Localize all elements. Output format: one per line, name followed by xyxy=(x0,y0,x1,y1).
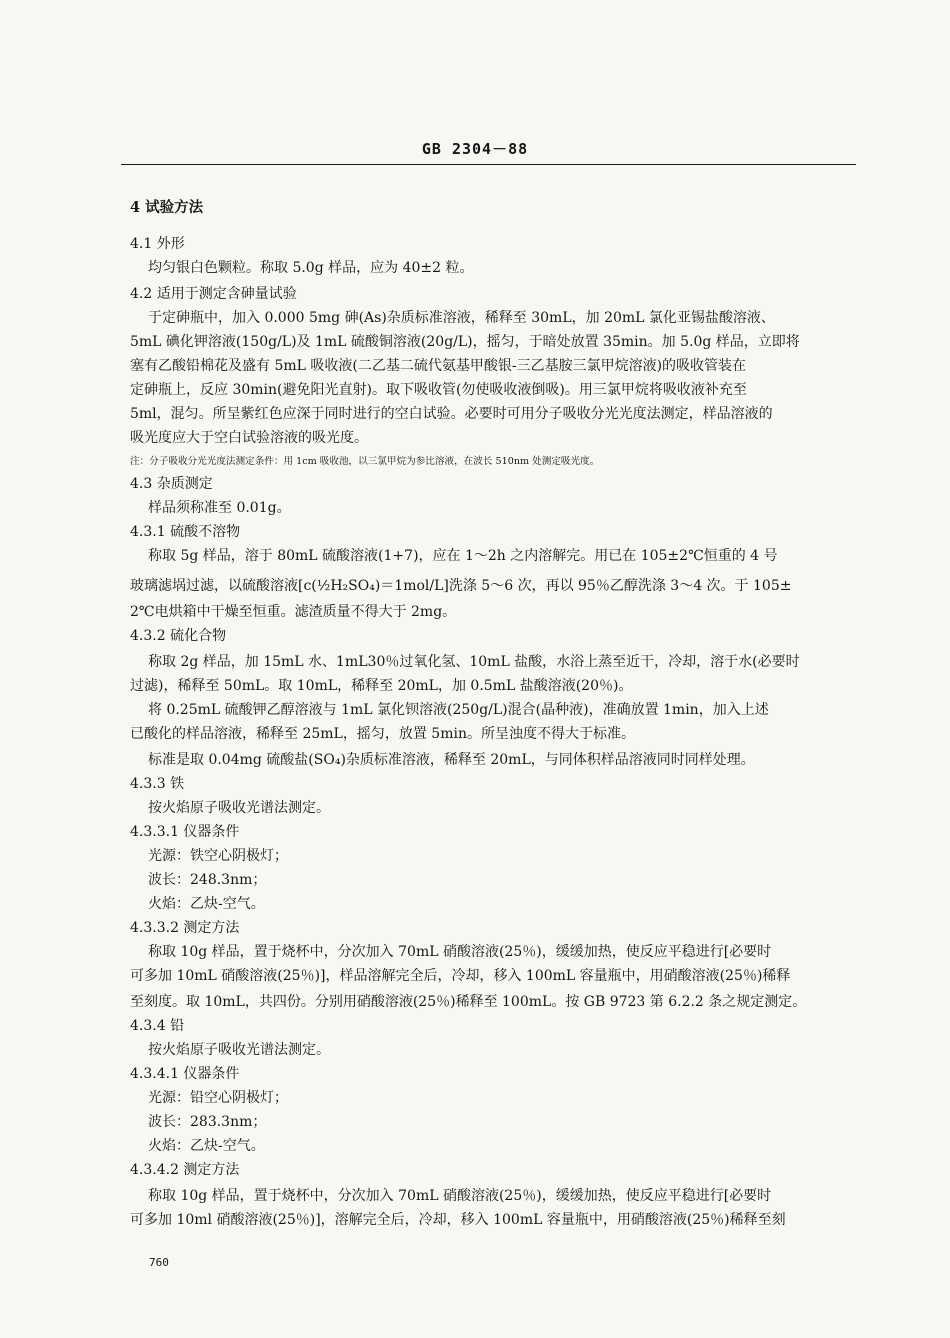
paragraph-line: 称取 10g 样品，置于烧杯中，分次加入 70mL 硝酸溶液(25％)，缓缓加热，使反应平稳进行[必要时 xyxy=(148,944,772,960)
paragraph-line: 至刻度。取 10mL，共四份。分别用硝酸溶液(25％)稀释至 100mL。按 GB 9723 第 6.2.2 条之规定测定。 xyxy=(130,994,807,1010)
paragraph-line: 波长：283.3nm； xyxy=(148,1114,267,1130)
paragraph-line: 光源：铁空心阴极灯； xyxy=(148,848,288,864)
paragraph-line: 于定砷瓶中，加入 0.000 5mg 砷(As)杂质标准溶液，稀释至 30mL，加 20mL 氯化亚锡盐酸溶液、 xyxy=(148,310,775,326)
section-heading: 4.1 外形 xyxy=(130,236,185,252)
paragraph-line: 标准是取 0.04mg 硫酸盐(SO₄)杂质标准溶液，稀释至 20mL，与同体积样品溶液同时同样处理。 xyxy=(148,752,755,768)
paragraph-line: 可多加 10mL 硝酸溶液(25％)]，样品溶解完全后，冷却，移入 100mL 容量瓶中，用硝酸溶液(25％)稀释 xyxy=(130,968,791,984)
paragraph-line: 按火焰原子吸收光谱法测定。 xyxy=(148,1042,330,1058)
paragraph-line: 5ml，混匀。所呈紫红色应深于同时进行的空白试验。必要时可用分子吸收分光光度法测定，样品溶液的 xyxy=(130,406,773,422)
paragraph-line: 吸光度应大于空白试验溶液的吸光度。 xyxy=(130,430,368,446)
section-heading: 4.3.4.1 仪器条件 xyxy=(130,1066,240,1082)
section-heading: 4 试验方法 xyxy=(130,199,204,216)
paragraph-line: 称取 5g 样品，溶于 80mL 硫酸溶液(1+7)，应在 1～2h 之内溶解完。用已在 105±2℃恒重的 4 号 xyxy=(148,548,778,564)
paragraph-line: 按火焰原子吸收光谱法测定。 xyxy=(148,800,330,816)
paragraph-line: 塞有乙酸铅棉花及盛有 5mL 吸收液(二乙基二硫代氨基甲酸银-三乙基胺三氯甲烷溶液)的吸收管装在 xyxy=(130,358,747,374)
paragraph-line: 玻璃滤埚过滤，以硫酸溶液[c(½H₂SO₄)＝1mol/L]洗涤 5～6 次，再以 95％乙醇洗涤 3～4 次。于 105± xyxy=(130,578,792,594)
section-heading: 4.3.3.1 仪器条件 xyxy=(130,824,240,840)
paragraph-line: 光源：铅空心阴极灯； xyxy=(148,1090,288,1106)
paragraph-line: 火焰：乙炔-空气。 xyxy=(148,896,265,912)
header-rule xyxy=(121,164,856,165)
section-heading: 4.3.3 铁 xyxy=(130,776,185,792)
page-number: 760 xyxy=(149,1256,169,1269)
paragraph-line: 将 0.25mL 硫酸钾乙醇溶液与 1mL 氯化钡溶液(250g/L)混合(晶种液)，准确放置 1min，加入上述 xyxy=(148,702,769,718)
section-heading: 4.3.2 硫化合物 xyxy=(130,628,227,644)
paragraph-line: 2℃电烘箱中干燥至恒重。滤渣质量不得大于 2mg。 xyxy=(130,604,457,620)
section-heading: 4.2 适用于测定含砷量试验 xyxy=(130,286,297,302)
paragraph-line: 称取 10g 样品，置于烧杯中，分次加入 70mL 硝酸溶液(25％)，缓缓加热，使反应平稳进行[必要时 xyxy=(148,1188,772,1204)
section-heading: 4.3.3.2 测定方法 xyxy=(130,920,240,936)
paragraph-line: 过滤)，稀释至 50mL。取 10mL，稀释至 20mL，加 0.5mL 盐酸溶液(20％)。 xyxy=(130,678,633,694)
paragraph-line: 样品须称准至 0.01g。 xyxy=(148,500,291,516)
paragraph-line: 称取 2g 样品，加 15mL 水、1mL30％过氧化氢、10mL 盐酸，水浴上蒸至近干，冷却，溶于水(必要时 xyxy=(148,654,800,670)
note-line: 注：分子吸收分光光度法测定条件：用 1cm 吸收池，以三氯甲烷为参比溶液，在波长 510nm 处测定吸光度。 xyxy=(130,456,600,467)
paragraph-line: 均匀银白色颗粒。称取 5.0g 样品，应为 40±2 粒。 xyxy=(148,260,474,276)
paragraph-line: 波长：248.3nm； xyxy=(148,872,267,888)
section-heading: 4.3.4 铅 xyxy=(130,1018,185,1034)
paragraph-line: 可多加 10ml 硝酸溶液(25％)]，溶解完全后，冷却，移入 100mL 容量瓶中，用硝酸溶液(25％)稀释至刻 xyxy=(130,1212,786,1228)
section-heading: 4.3.4.2 测定方法 xyxy=(130,1162,240,1178)
standard-code-header: GB 2304－88 xyxy=(421,140,529,158)
section-heading: 4.3.1 硫酸不溶物 xyxy=(130,524,241,540)
paragraph-line: 火焰：乙炔-空气。 xyxy=(148,1138,265,1154)
paragraph-line: 已酸化的样品溶液，稀释至 25mL，摇匀，放置 5min。所呈浊度不得大于标准。 xyxy=(130,726,635,742)
paragraph-line: 5mL 碘化钾溶液(150g/L)及 1mL 硫酸铜溶液(20g/L)，摇匀，于暗处放置 35min。加 5.0g 样品，立即将 xyxy=(130,334,800,350)
paragraph-line: 定砷瓶上，反应 30min(避免阳光直射)。取下吸收管(勿使吸收液倒吸)。用三氯甲烷将吸收液补充至 xyxy=(130,382,747,398)
section-heading: 4.3 杂质测定 xyxy=(130,476,213,492)
